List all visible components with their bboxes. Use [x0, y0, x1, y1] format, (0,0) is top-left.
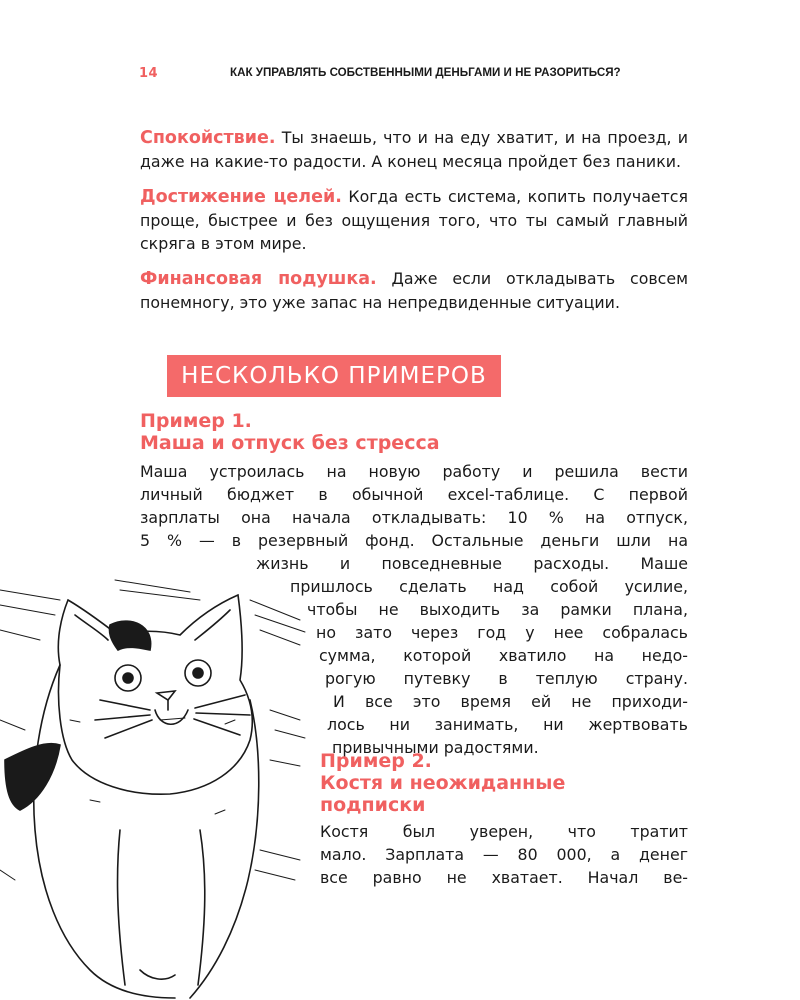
example1-line: чтобы не выходить за рамки плана,: [307, 600, 688, 619]
benefit-paragraph: [140, 126, 688, 173]
example1-line: И все это время ей не приходи-: [333, 692, 688, 711]
benefits-list: [140, 126, 688, 326]
example1-line: жизнь и повседневные расходы. Маше: [256, 554, 688, 573]
benefit-term: Достижение целей.: [140, 187, 342, 207]
example1-heading-line2: Маша и отпуск без стресса: [140, 432, 440, 454]
page-number: 14: [139, 66, 159, 81]
example1-line: зарплаты она начала откладывать: 10 % на отпуск,: [140, 508, 688, 527]
benefit-text: Даже если откладывать совсем понемногу, это уже запас на непредвиденные ситуации.: [140, 269, 688, 312]
example1-heading: [140, 410, 440, 454]
example2-heading-line3: подписки: [320, 794, 426, 816]
benefit-term: Финансовая подушка.: [140, 269, 377, 289]
example2-heading-line1: Пример 2.: [320, 750, 432, 772]
example2-line: мало. Зарплата — 80 000, а денег: [320, 845, 688, 864]
example1-line: но зато через год у нее собралась: [316, 623, 688, 642]
example1-line: пришлось сделать над собой усилие,: [290, 577, 688, 596]
running-title: КАК УПРАВЛЯТЬ СОБСТВЕННЫМИ ДЕНЬГАМИ И НЕ РАЗОРИТЬСЯ?: [230, 66, 621, 79]
benefit-paragraph: [140, 267, 688, 314]
example1-line: лось ни занимать, ни жертвовать: [327, 715, 688, 734]
example1-line: привычными радостями.: [332, 738, 539, 757]
example2-heading-line2: Костя и неожиданные: [320, 772, 566, 794]
example1-line: личный бюджет в обычной excel-таблице. С первой: [140, 485, 688, 504]
benefit-term: Спокойствие.: [140, 128, 276, 148]
example1-line: сумма, которой хватило на недо-: [319, 646, 688, 665]
cat-illustration-icon: [0, 570, 320, 1000]
example1-heading-line1: Пример 1.: [140, 410, 252, 432]
example2-line: все равно не хватает. Начал ве-: [320, 868, 688, 887]
benefit-text: Ты знаешь, что и на еду хватит, и на проезд, и даже на какие-то радости. А конец месяца пройдет без паники.: [140, 128, 688, 171]
example2-heading: [320, 750, 565, 816]
example1-line: 5 % — в резервный фонд. Остальные деньги шли на: [140, 531, 688, 550]
example1-line: Маша устроилась на новую работу и решила вести: [140, 462, 688, 481]
section-label: НЕСКОЛЬКО ПРИМЕРОВ: [167, 355, 501, 397]
benefit-paragraph: [140, 185, 688, 255]
example1-line: рогую путевку в теплую страну.: [325, 669, 688, 688]
benefit-text: Когда есть система, копить получается проще, быстрее и без ощущения того, что ты самый главный скряга в этом мире.: [140, 187, 688, 253]
example2-line: Костя был уверен, что тратит: [320, 822, 688, 841]
